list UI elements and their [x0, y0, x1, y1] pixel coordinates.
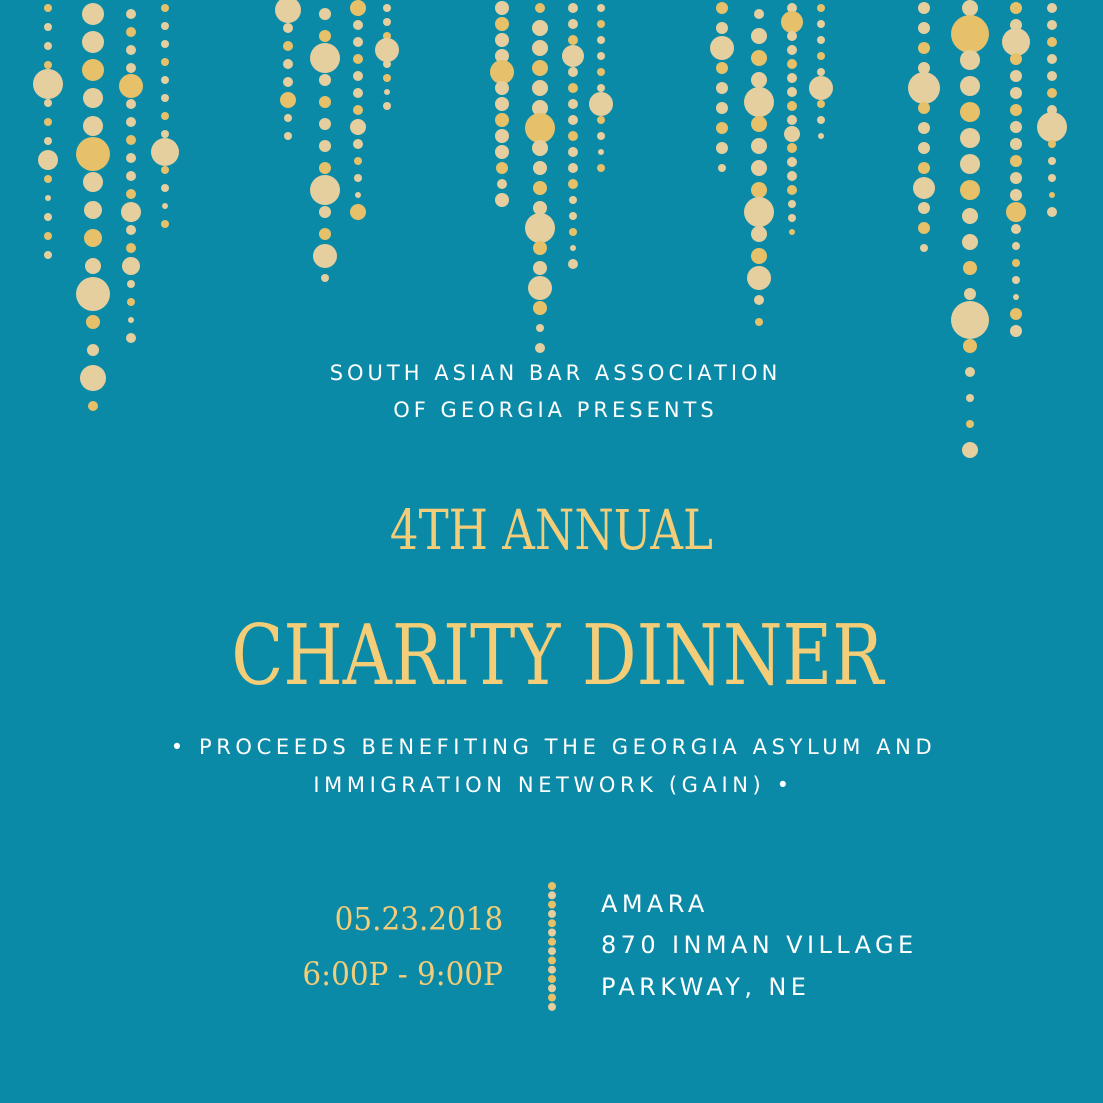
bead [787, 59, 797, 69]
bead [83, 116, 103, 136]
bead [788, 214, 796, 222]
bead [533, 261, 547, 275]
bead [383, 4, 391, 12]
bead [161, 40, 169, 48]
bead [1010, 53, 1022, 65]
presenter-line-2: OF GEORGIA PRESENTS [393, 398, 718, 422]
bead [597, 116, 605, 124]
bead [82, 59, 104, 81]
bead [38, 150, 58, 170]
bead [918, 222, 930, 234]
bead [126, 225, 136, 235]
bead [568, 147, 578, 157]
bead [353, 37, 363, 47]
divider-dot [548, 882, 556, 890]
bead [82, 3, 104, 25]
divider-dot [548, 929, 556, 937]
bead [597, 84, 605, 92]
bead [1010, 87, 1022, 99]
bead [960, 154, 980, 174]
bead [918, 22, 930, 34]
divider-dot [548, 956, 556, 964]
bead [384, 89, 390, 95]
bead [495, 113, 509, 127]
bead [383, 74, 391, 82]
bead [568, 99, 578, 109]
bead [951, 15, 989, 53]
bead [86, 315, 100, 329]
bead [817, 20, 825, 28]
divider-dot [548, 966, 556, 974]
bead [716, 2, 728, 14]
bead [161, 112, 169, 120]
bead [716, 102, 728, 114]
bead [918, 202, 930, 214]
bead [383, 60, 391, 68]
bead [161, 220, 169, 228]
bead [76, 137, 110, 171]
bead [744, 197, 774, 227]
bead [128, 317, 134, 323]
bead [784, 126, 800, 142]
bead [321, 274, 329, 282]
bead [495, 193, 509, 207]
bead [1010, 172, 1022, 184]
bead [375, 38, 399, 62]
bead [496, 162, 508, 174]
bead [126, 189, 136, 199]
bead [1010, 308, 1022, 320]
bead [962, 0, 978, 16]
bead [83, 88, 103, 108]
divider-dot [548, 901, 556, 909]
bead [568, 163, 578, 173]
bead [1048, 140, 1056, 148]
divider-dot [548, 910, 556, 918]
bead [960, 76, 980, 96]
bead [787, 45, 797, 55]
bead [127, 298, 135, 306]
bead [570, 245, 576, 251]
bead [319, 8, 331, 20]
bead [751, 138, 767, 154]
bead [353, 54, 363, 64]
bead [568, 19, 578, 29]
bead [744, 87, 774, 117]
venue-address-line-2: PARKWAY, NE [601, 973, 811, 1001]
bead [533, 181, 547, 195]
bead [751, 50, 767, 66]
presenter-line-1: SOUTH ASIAN BAR ASSOCIATION [329, 361, 782, 385]
bead [126, 153, 136, 163]
bead [85, 258, 101, 274]
bead [319, 74, 331, 86]
bead [751, 248, 767, 264]
bead [787, 73, 797, 83]
bead [751, 226, 767, 242]
bead [569, 212, 577, 220]
bead [161, 4, 169, 12]
bead [495, 81, 509, 95]
bead [82, 31, 104, 53]
divider-dot [548, 938, 556, 946]
bead [597, 132, 605, 140]
bead [319, 96, 331, 108]
bead [568, 131, 578, 141]
bead [355, 192, 361, 198]
bead [597, 68, 605, 76]
bead [918, 2, 930, 14]
bead [751, 160, 767, 176]
bead [1012, 259, 1020, 267]
bead [44, 23, 52, 31]
divider-dot [548, 994, 556, 1002]
bead [754, 9, 764, 19]
bead [161, 130, 169, 138]
bead [280, 92, 296, 108]
bead [319, 118, 331, 130]
bead [597, 20, 605, 28]
bead [1010, 155, 1022, 167]
bead [126, 243, 136, 253]
bead [1048, 174, 1056, 182]
bead [310, 175, 340, 205]
bead [495, 33, 509, 47]
bead [960, 50, 980, 70]
bead [568, 67, 578, 77]
divider-dot [548, 975, 556, 983]
beneficiary-line-1: • PROCEEDS BENEFITING THE GEORGIA ASYLUM AND [170, 735, 937, 759]
bead [809, 76, 833, 100]
bead [568, 83, 578, 93]
bead [789, 229, 795, 235]
bead [126, 63, 136, 73]
bead [568, 115, 578, 125]
bead [598, 149, 604, 155]
bead [817, 100, 825, 108]
bead [84, 201, 102, 219]
bead [44, 4, 52, 12]
bead [568, 179, 578, 189]
bead [597, 4, 605, 12]
bead [533, 161, 547, 175]
bead [1013, 294, 1019, 300]
bead [568, 259, 578, 269]
bead [44, 137, 52, 145]
bead [495, 17, 509, 31]
bead [817, 4, 825, 12]
bead [787, 115, 797, 125]
bead [122, 257, 140, 275]
bead [532, 20, 548, 36]
bead [533, 201, 547, 215]
bead [597, 36, 605, 44]
bead [1048, 157, 1056, 165]
bead [44, 99, 52, 107]
bead [751, 182, 767, 198]
bead [44, 175, 52, 183]
bead [818, 133, 824, 139]
bead [319, 228, 331, 240]
bead [313, 244, 337, 268]
bead [319, 162, 331, 174]
bead [126, 27, 136, 37]
bead [962, 208, 978, 224]
bead [495, 1, 509, 15]
bead [283, 23, 293, 33]
edition-heading: 4TH ANNUAL [389, 498, 713, 562]
bead [350, 204, 366, 220]
bead [44, 251, 52, 259]
bead [568, 3, 578, 13]
bead [533, 241, 547, 255]
bead [525, 113, 555, 143]
bead [350, 0, 366, 16]
bead [161, 94, 169, 102]
bead [751, 28, 767, 44]
bead [1010, 2, 1022, 14]
bead [319, 206, 331, 218]
bead [283, 77, 293, 87]
bead [963, 261, 977, 275]
bead [126, 45, 136, 55]
bead [44, 42, 52, 50]
bead [1047, 88, 1057, 98]
bead [161, 22, 169, 30]
bead [354, 157, 362, 165]
bead [495, 129, 509, 143]
bead [536, 324, 544, 332]
bead [787, 31, 797, 41]
bead [353, 139, 363, 149]
bead [716, 142, 728, 154]
bead [383, 18, 391, 26]
bead [161, 166, 169, 174]
bead [119, 74, 143, 98]
bead [84, 229, 102, 247]
bead [126, 9, 136, 19]
bead [532, 40, 548, 56]
divider-dot [548, 984, 556, 992]
bead [787, 101, 797, 111]
bead [1010, 70, 1022, 82]
bead [716, 22, 728, 34]
bead [817, 52, 825, 60]
bead [151, 138, 179, 166]
bead [716, 62, 728, 74]
bead [569, 196, 577, 204]
bead [787, 185, 797, 195]
bead [76, 277, 110, 311]
bead [1010, 104, 1022, 116]
bead [589, 92, 613, 116]
venue-name: AMARA [601, 890, 709, 918]
bead [1010, 121, 1022, 133]
bead [535, 343, 545, 353]
bead [817, 116, 825, 124]
bead [1012, 242, 1020, 250]
bead [283, 41, 293, 51]
bead [962, 442, 978, 458]
bead [918, 42, 930, 54]
bead [495, 97, 509, 111]
bead [964, 288, 976, 300]
bead [597, 52, 605, 60]
bead [787, 171, 797, 181]
bead [528, 276, 552, 300]
bead [788, 200, 796, 208]
divider-dot [548, 891, 556, 899]
bead [497, 179, 507, 189]
bead [751, 116, 767, 132]
bead [562, 45, 584, 67]
bead [755, 318, 763, 326]
bead [1010, 138, 1022, 150]
bead [525, 213, 555, 243]
bead [962, 234, 978, 250]
bead [319, 140, 331, 152]
bead [716, 82, 728, 94]
bead [710, 36, 734, 60]
divider-dot [548, 947, 556, 955]
bead [1047, 37, 1057, 47]
bead [787, 157, 797, 167]
bead [747, 266, 771, 290]
bead [1002, 28, 1030, 56]
bead [284, 132, 292, 140]
bead [817, 68, 825, 76]
dotted-divider [540, 878, 564, 1018]
divider-dot [548, 919, 556, 927]
bead [913, 177, 935, 199]
bead [751, 72, 767, 88]
bead [817, 36, 825, 44]
bead [568, 35, 578, 45]
bead [44, 213, 52, 221]
bead [353, 71, 363, 81]
bead [787, 143, 797, 153]
bead [918, 142, 930, 154]
bead [918, 122, 930, 134]
bead [33, 69, 63, 99]
bead [354, 174, 362, 182]
bead [533, 301, 547, 315]
bead [1011, 224, 1021, 234]
beneficiary-line-2: IMMIGRATION NETWORK (GAIN) • [313, 773, 794, 797]
bead [350, 119, 366, 135]
bead [44, 232, 52, 240]
bead [569, 228, 577, 236]
bead [161, 184, 169, 192]
bead [121, 202, 141, 222]
bead [1047, 54, 1057, 64]
bead [716, 122, 728, 134]
bead [319, 30, 331, 42]
bead [45, 195, 51, 201]
bead [908, 72, 940, 104]
bead [126, 117, 136, 127]
bead [161, 58, 169, 66]
venue-address-line-1: 870 INMAN VILLAGE [601, 931, 918, 959]
bead [284, 114, 292, 122]
bead [920, 244, 928, 252]
bead [532, 60, 548, 76]
bead [126, 333, 136, 343]
bead [532, 140, 548, 156]
bead [787, 87, 797, 97]
bead [127, 280, 135, 288]
event-time: 6:00P - 9:00P [302, 955, 503, 993]
bead [951, 301, 989, 339]
bead [310, 43, 340, 73]
bead [1037, 112, 1067, 142]
bead [1006, 202, 1026, 222]
bead [1010, 325, 1022, 337]
bead [353, 88, 363, 98]
bead [1047, 3, 1057, 13]
bead [162, 203, 168, 209]
bead [1047, 207, 1057, 217]
bead [781, 11, 803, 33]
bead [535, 3, 545, 13]
bead [960, 102, 980, 122]
bead [1047, 20, 1057, 30]
bead [1012, 276, 1020, 284]
divider-dot [548, 1003, 556, 1011]
bead [1047, 71, 1057, 81]
event-title: CHARITY DINNER [231, 607, 884, 704]
event-date: 05.23.2018 [334, 900, 503, 938]
bead [283, 59, 293, 69]
bead [126, 135, 136, 145]
bead [275, 0, 301, 23]
bead [754, 295, 764, 305]
bead [87, 344, 99, 356]
bead [126, 171, 136, 181]
bead [960, 128, 980, 148]
bead [161, 76, 169, 84]
bead [83, 172, 103, 192]
bead [597, 164, 605, 172]
bead [126, 99, 136, 109]
bead [918, 102, 930, 114]
bead [532, 80, 548, 96]
bead [960, 180, 980, 200]
bead [490, 60, 514, 84]
bead [353, 20, 363, 30]
bead [44, 118, 52, 126]
bead [1010, 189, 1022, 201]
bead [963, 339, 977, 353]
bead [44, 61, 52, 69]
bead [383, 102, 391, 110]
bead [1049, 192, 1055, 198]
bead [353, 105, 363, 115]
bead [718, 164, 726, 172]
bead [495, 145, 509, 159]
bead [918, 162, 930, 174]
